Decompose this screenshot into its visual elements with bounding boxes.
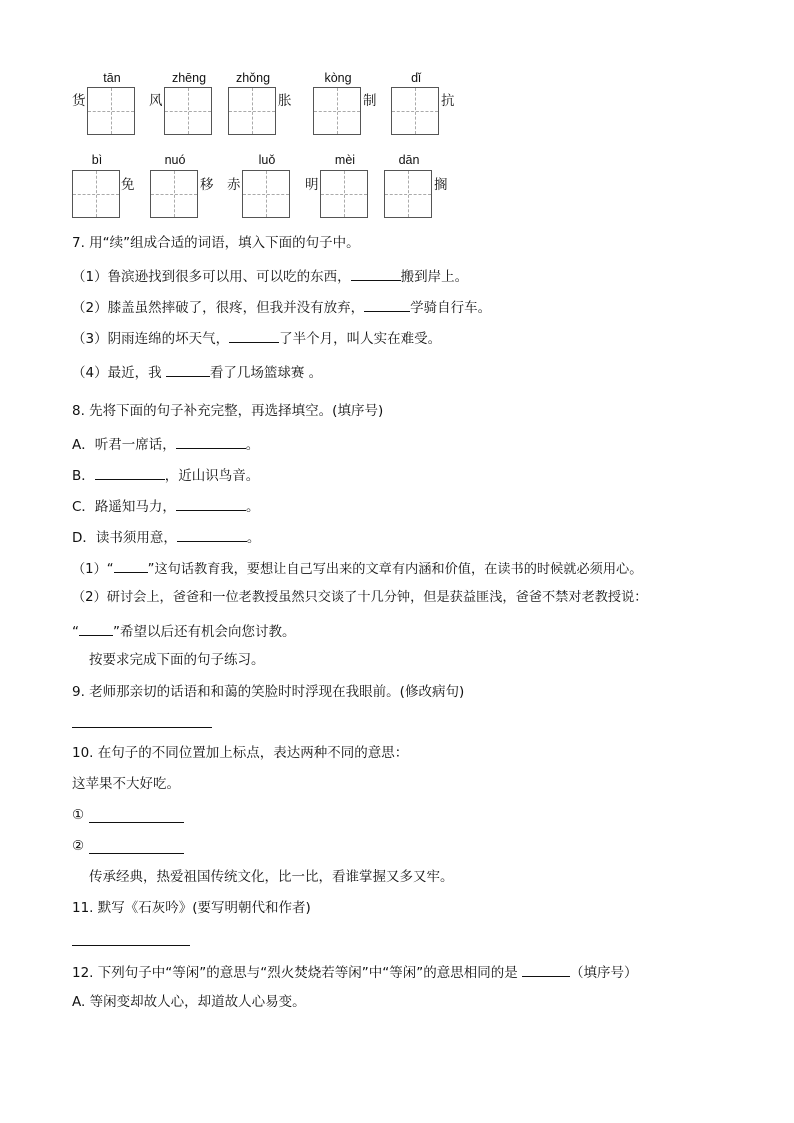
writing-box-1[interactable] xyxy=(87,87,135,135)
q9-answer-line[interactable] xyxy=(72,727,212,728)
q7-item-2-pre: （2）膝盖虽然摔破了，很疼，但我并没有放弃， xyxy=(72,300,365,316)
q12-title xyxy=(72,964,638,981)
q11-title: 11. 默写《石灰吟》(要写明朝代和作者) xyxy=(72,900,311,916)
q7-blank-2[interactable] xyxy=(364,299,410,312)
pinyin-6: bì xyxy=(91,153,103,167)
q8-sub-2-blank[interactable] xyxy=(79,623,113,636)
q8-blank-a[interactable] xyxy=(176,436,246,449)
q10-title: 10. 在句子的不同位置加上标点，表达两种不同的意思： xyxy=(72,745,409,761)
q7-item-3 xyxy=(72,330,441,347)
q8-option-d-end: 。 xyxy=(246,530,261,546)
q8-option-b-end: ，近山识鸟音。 xyxy=(164,468,260,484)
q7-item-1-pre: （1）鲁滨逊找到很多可以用、可以吃的东西， xyxy=(72,269,351,285)
char-ge: 搁 xyxy=(434,177,448,193)
char-huo: 货 xyxy=(72,93,86,109)
writing-box-10[interactable] xyxy=(384,170,432,218)
q8-sub-1-open: （1）“ xyxy=(72,562,114,577)
q8-sub-1-text: ”这句话教育我，要想让自己写出来的文章有内涵和价值，在读书的时候就必须用心。 xyxy=(147,562,643,577)
q8-option-a-end: 。 xyxy=(245,437,260,453)
pinyin-9: mèi xyxy=(334,153,356,167)
q8-sub-2: （2）研讨会上，爸爸和一位老教授虽然只交谈了十几分钟，但是获益匪浅，爸爸不禁对老教授说： xyxy=(72,590,648,605)
q8-blank-d[interactable] xyxy=(177,529,247,542)
writing-box-8[interactable] xyxy=(242,170,290,218)
writing-box-3[interactable] xyxy=(228,87,276,135)
q7-item-4-pre: （4）最近，我 xyxy=(72,365,166,381)
q7-item-4 xyxy=(72,364,322,381)
char-yi: 移 xyxy=(200,177,214,193)
q12-title-end: （填序号） xyxy=(570,965,638,981)
section-note-2: 传承经典，热爱祖国传统文化，比一比，看谁掌握又多又牢。 xyxy=(89,869,454,885)
q8-option-a xyxy=(72,436,259,453)
char-zhang: 胀 xyxy=(278,93,292,109)
q12-blank[interactable] xyxy=(522,964,570,977)
pinyin-3: zhǒng xyxy=(235,71,271,85)
q7-blank-3[interactable] xyxy=(229,330,279,343)
q8-option-c xyxy=(72,498,259,515)
char-chi: 赤 xyxy=(227,177,241,193)
char-ming: 明 xyxy=(305,177,319,193)
pinyin-7: nuó xyxy=(164,153,186,167)
q11-answer-line[interactable] xyxy=(72,945,190,946)
q10-answer-line-2[interactable] xyxy=(89,853,184,854)
q10-marker-2: ② xyxy=(72,838,85,854)
q7-blank-4[interactable] xyxy=(166,364,210,377)
q10-answer-line-1[interactable] xyxy=(89,822,184,823)
q10-sentence: 这苹果不大好吃。 xyxy=(72,776,180,792)
q7-title: 7. 用“续”组成合适的词语，填入下面的句子中。 xyxy=(72,235,360,251)
q8-blank-c[interactable] xyxy=(176,498,246,511)
q7-item-4-post: 看了几场篮球赛 。 xyxy=(209,365,323,381)
q7-item-2 xyxy=(72,299,491,316)
q12-option-a: A. 等闲变却故人心，却道故人心易变。 xyxy=(72,994,306,1010)
q8-sub-2b-open: “ xyxy=(72,624,79,640)
q7-blank-1[interactable] xyxy=(351,268,401,281)
q8-sub-2b-text: ”希望以后还有机会向您讨教。 xyxy=(113,624,296,640)
char-feng: 风 xyxy=(149,93,163,109)
q7-item-3-pre: （3）阴雨连绵的坏天气， xyxy=(72,331,230,347)
q8-option-b-text: B． xyxy=(72,468,95,484)
pinyin-10: dān xyxy=(398,153,420,167)
writing-box-5[interactable] xyxy=(391,87,439,135)
section-note-1: 按要求完成下面的句子练习。 xyxy=(89,652,265,668)
char-kang: 抗 xyxy=(441,93,455,109)
q8-option-d-text: D．读书须用意， xyxy=(72,530,177,546)
q8-blank-b[interactable] xyxy=(95,467,165,480)
writing-box-7[interactable] xyxy=(150,170,198,218)
q7-item-2-post: 学骑自行车。 xyxy=(410,300,492,316)
q12-title-text: 12. 下列句子中“等闲”的意思与“烈火焚烧若等闲”中“等闲”的意思相同的是 xyxy=(72,965,523,981)
pinyin-1: tān xyxy=(103,71,121,85)
q8-title: 8. 先将下面的句子补充完整，再选择填空。(填序号) xyxy=(72,403,384,419)
writing-box-9[interactable] xyxy=(320,170,368,218)
q8-option-c-text: C．路遥知马力， xyxy=(72,499,176,515)
q7-item-1-post: 搬到岸上。 xyxy=(400,269,469,285)
q8-option-d xyxy=(72,529,260,546)
q8-option-a-text: A．听君一席话， xyxy=(72,437,176,453)
writing-box-4[interactable] xyxy=(313,87,361,135)
q9-title: 9. 老师那亲切的话语和和蔼的笑脸时时浮现在我眼前。(修改病句) xyxy=(72,684,465,700)
q7-item-3-post: 了半个月，叫人实在难受。 xyxy=(279,331,442,347)
q8-option-b xyxy=(72,467,259,484)
q8-option-c-end: 。 xyxy=(245,499,260,515)
pinyin-8: luǒ xyxy=(258,153,276,167)
pinyin-2: zhēng xyxy=(171,71,207,85)
char-mian: 免 xyxy=(121,177,135,193)
writing-box-6[interactable] xyxy=(72,170,120,218)
q8-sub-2b xyxy=(72,623,296,640)
q10-marker-1: ① xyxy=(72,807,85,823)
q7-item-1 xyxy=(72,268,468,285)
pinyin-5: dǐ xyxy=(411,71,421,85)
q8-sub-1 xyxy=(72,560,642,576)
q8-sub-1-blank[interactable] xyxy=(114,560,148,573)
char-zhi: 制 xyxy=(363,93,377,109)
writing-box-2[interactable] xyxy=(164,87,212,135)
pinyin-4: kòng xyxy=(324,71,352,85)
